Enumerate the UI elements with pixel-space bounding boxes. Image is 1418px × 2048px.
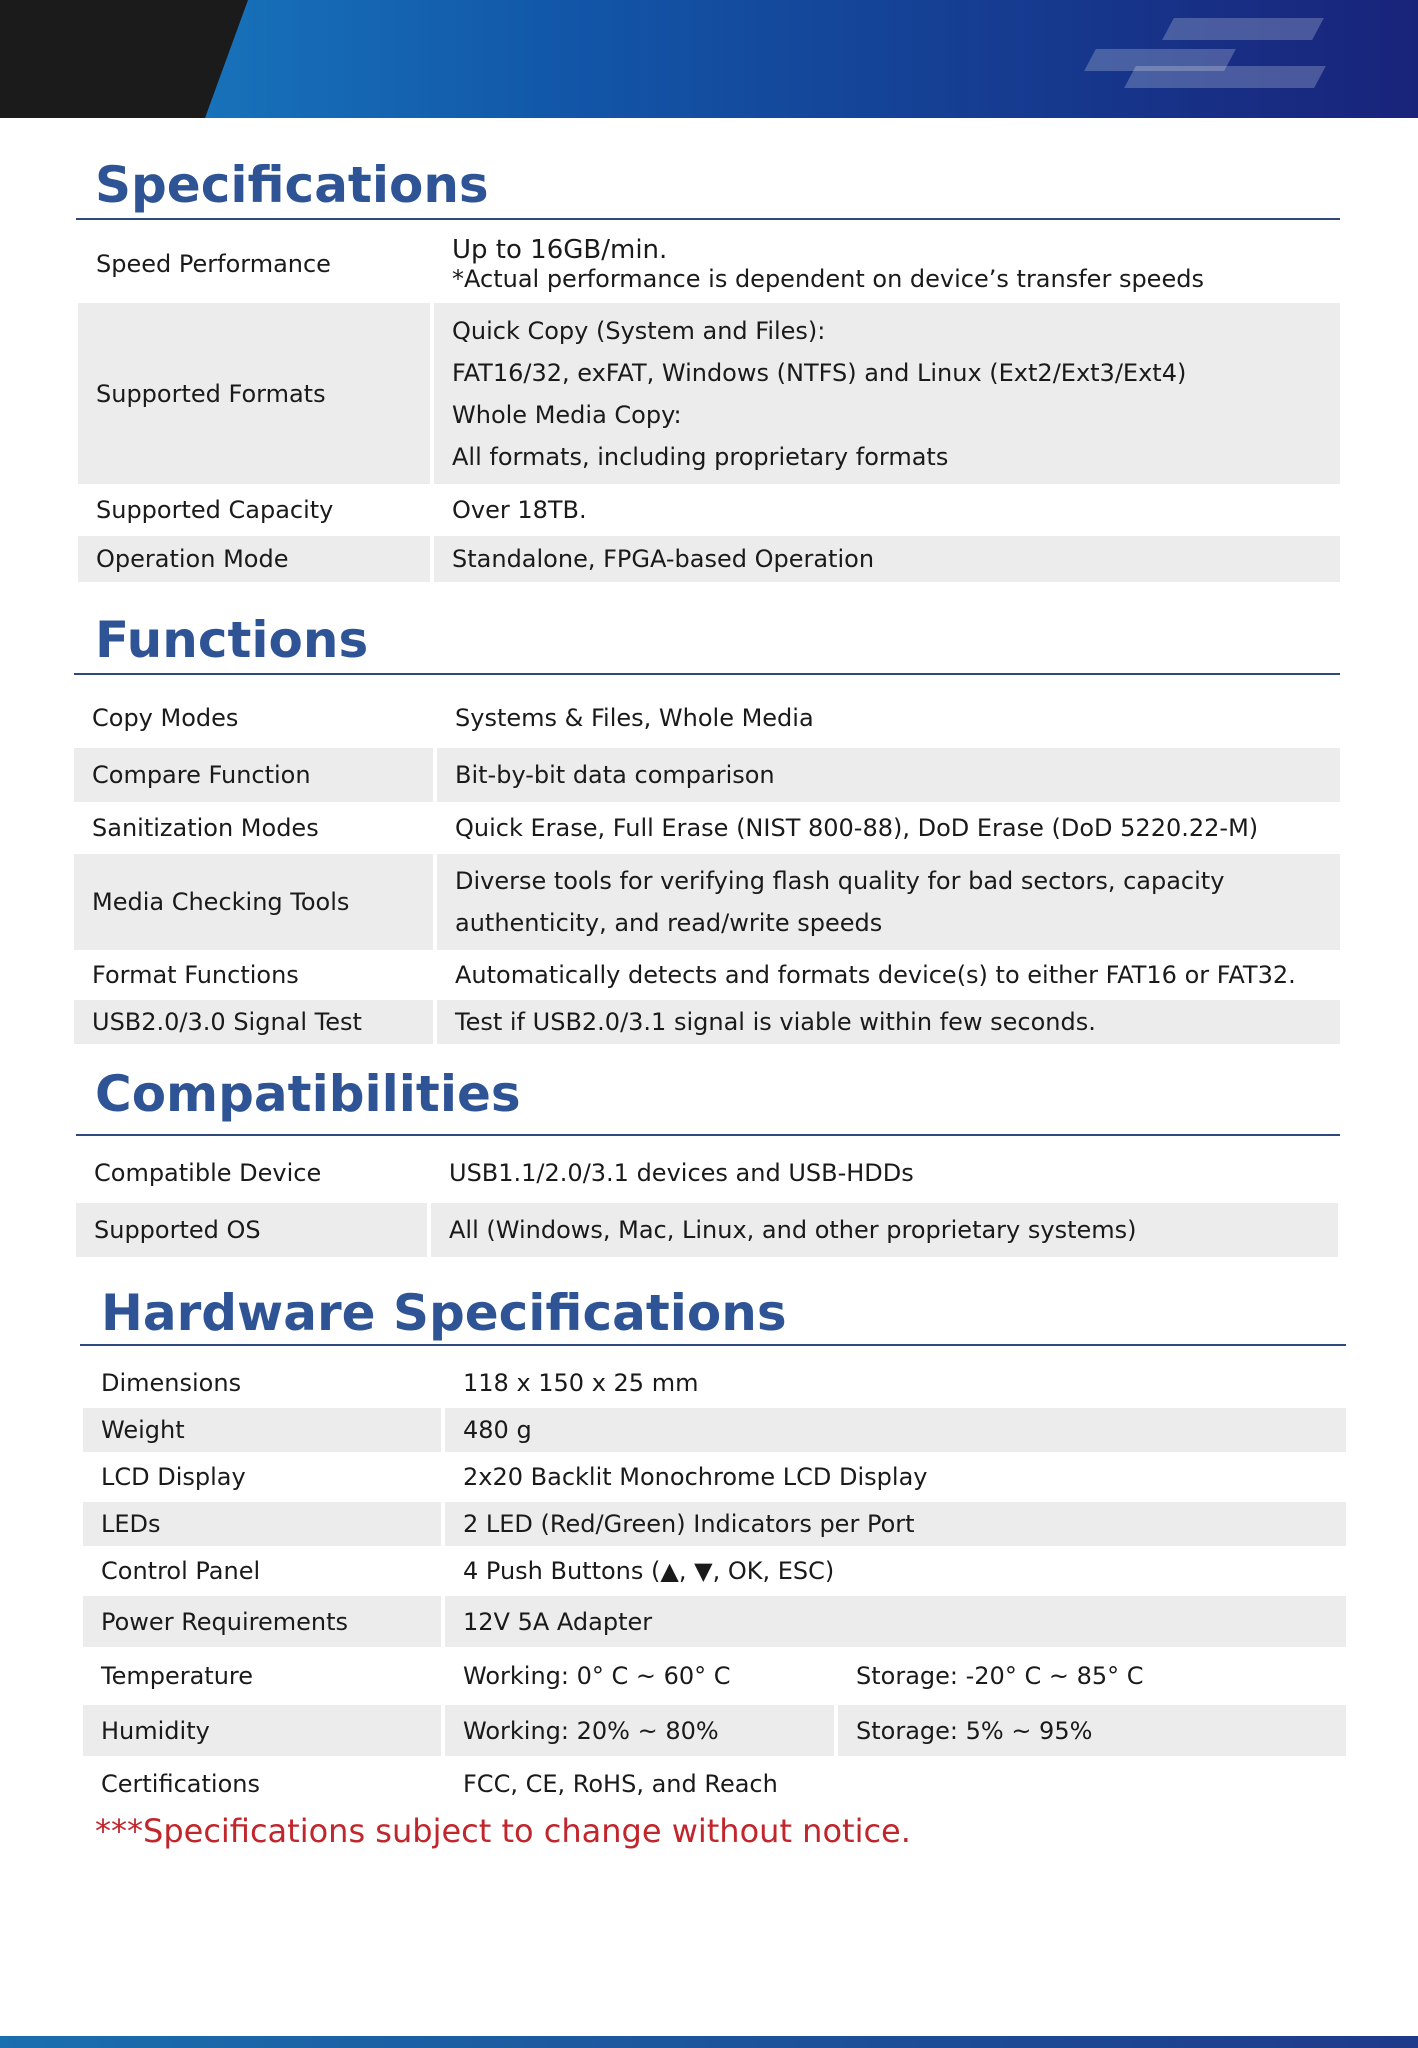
row-value: 480 g [445, 1408, 1346, 1452]
row-label: Operation Mode [78, 536, 434, 582]
row-label: Supported Formats [78, 303, 434, 484]
row-label: Weight [83, 1408, 445, 1452]
table-row [83, 1549, 1346, 1593]
row-label: Compatible Device [76, 1146, 431, 1200]
row-value: Automatically detects and formats device(s) to either FAT16 or FAT32. [455, 961, 1296, 989]
row-label: Speed Performance [78, 228, 434, 300]
banner-stripe [1124, 66, 1326, 88]
row-value: USB1.1/2.0/3.1 devices and USB-HDDs [449, 1159, 914, 1187]
table-row [74, 691, 1340, 745]
table-row [74, 748, 1340, 802]
row-value: Test if USB2.0/3.1 signal is viable within few seconds. [437, 1000, 1340, 1044]
value-line: Diverse tools for verifying flash quality for bad sectors, capacity [455, 867, 1225, 895]
footer-bar [0, 2036, 1418, 2048]
section-title-specifications: Specifications [95, 156, 489, 214]
row-value-working: Working: 0° C ~ 60° C [463, 1662, 731, 1690]
value-line: Whole Media Copy: [452, 400, 682, 429]
row-label: Control Panel [83, 1549, 445, 1593]
row-value: Systems & Files, Whole Media [455, 704, 814, 732]
table-row [78, 303, 1340, 484]
row-value: Standalone, FPGA-based Operation [434, 536, 1340, 582]
row-value: 2x20 Backlit Monochrome LCD Display [463, 1463, 928, 1491]
row-label: Supported OS [76, 1203, 431, 1257]
table-row [83, 1705, 1346, 1756]
value-line: *Actual performance is dependent on device’s transfer speeds [452, 265, 1204, 293]
row-label: Compare Function [74, 748, 437, 802]
row-value: Over 18TB. [452, 496, 587, 524]
row-value-storage: Storage: 5% ~ 95% [834, 1705, 1346, 1756]
table-row [83, 1502, 1346, 1546]
table-row [76, 1203, 1338, 1257]
value-line: All formats, including proprietary formats [452, 442, 949, 471]
table-row [83, 1455, 1346, 1499]
section-rule [80, 1344, 1346, 1346]
row-label: Temperature [83, 1650, 445, 1702]
table-row [83, 1361, 1346, 1405]
table-row [74, 1000, 1340, 1044]
table-row [74, 854, 1340, 950]
row-label: Sanitization Modes [74, 805, 437, 851]
specifications-table [78, 225, 1340, 585]
row-label: LCD Display [83, 1455, 445, 1499]
row-value [434, 228, 1340, 300]
table-row [83, 1408, 1346, 1452]
header-banner [0, 0, 1418, 118]
row-value [434, 303, 1340, 484]
row-value: Bit-by-bit data comparison [437, 748, 1340, 802]
table-row [78, 487, 1340, 533]
value-line: Up to 16GB/min. [452, 235, 668, 265]
table-row [78, 536, 1340, 582]
row-label: Supported Capacity [78, 487, 434, 533]
banner-stripe [1162, 18, 1324, 40]
row-label: USB2.0/3.0 Signal Test [74, 1000, 437, 1044]
section-title-hardware: Hardware Specifications [101, 1284, 787, 1342]
row-value: All (Windows, Mac, Linux, and other proprietary systems) [431, 1203, 1338, 1257]
table-row [83, 1596, 1346, 1647]
table-row [83, 1650, 1346, 1702]
row-value: FCC, CE, RoHS, and Reach [463, 1770, 778, 1798]
section-rule [74, 673, 1340, 675]
row-value-working: Working: 20% ~ 80% [445, 1705, 834, 1756]
row-value: 12V 5A Adapter [445, 1596, 1346, 1647]
section-rule [76, 1134, 1340, 1136]
footnote: ***Specifications subject to change without notice. [95, 1812, 911, 1850]
row-value-storage: Storage: -20° C ~ 85° C [834, 1650, 1346, 1702]
table-row [74, 805, 1340, 851]
section-title-compatibilities: Compatibilities [95, 1065, 521, 1123]
row-label: Copy Modes [74, 691, 437, 745]
section-rule [76, 218, 1340, 220]
value-line: authenticity, and read/write speeds [455, 909, 883, 937]
hardware-table [83, 1358, 1346, 1812]
row-label: Dimensions [83, 1361, 445, 1405]
row-label: Power Requirements [83, 1596, 445, 1647]
row-label: LEDs [83, 1502, 445, 1546]
table-row [83, 1759, 1346, 1809]
functions-table [74, 688, 1340, 1047]
row-value [437, 854, 1340, 950]
row-value: 118 x 150 x 25 mm [463, 1369, 699, 1397]
row-value: 2 LED (Red/Green) Indicators per Port [445, 1502, 1346, 1546]
row-value: Quick Erase, Full Erase (NIST 800-88), DoD Erase (DoD 5220.22-M) [455, 814, 1259, 842]
table-row [76, 1146, 1338, 1200]
row-label: Certifications [83, 1759, 445, 1809]
row-label: Format Functions [74, 953, 437, 997]
value-line: FAT16/32, exFAT, Windows (NTFS) and Linux (Ext2/Ext3/Ext4) [452, 358, 1187, 387]
row-label: Media Checking Tools [74, 854, 437, 950]
row-value: 4 Push Buttons (▲, ▼, OK, ESC) [463, 1557, 835, 1585]
table-row [74, 953, 1340, 997]
value-line: Quick Copy (System and Files): [452, 316, 826, 345]
table-row [78, 228, 1340, 300]
row-label: Humidity [83, 1705, 445, 1756]
section-title-functions: Functions [95, 611, 369, 669]
compatibilities-table [76, 1143, 1338, 1260]
